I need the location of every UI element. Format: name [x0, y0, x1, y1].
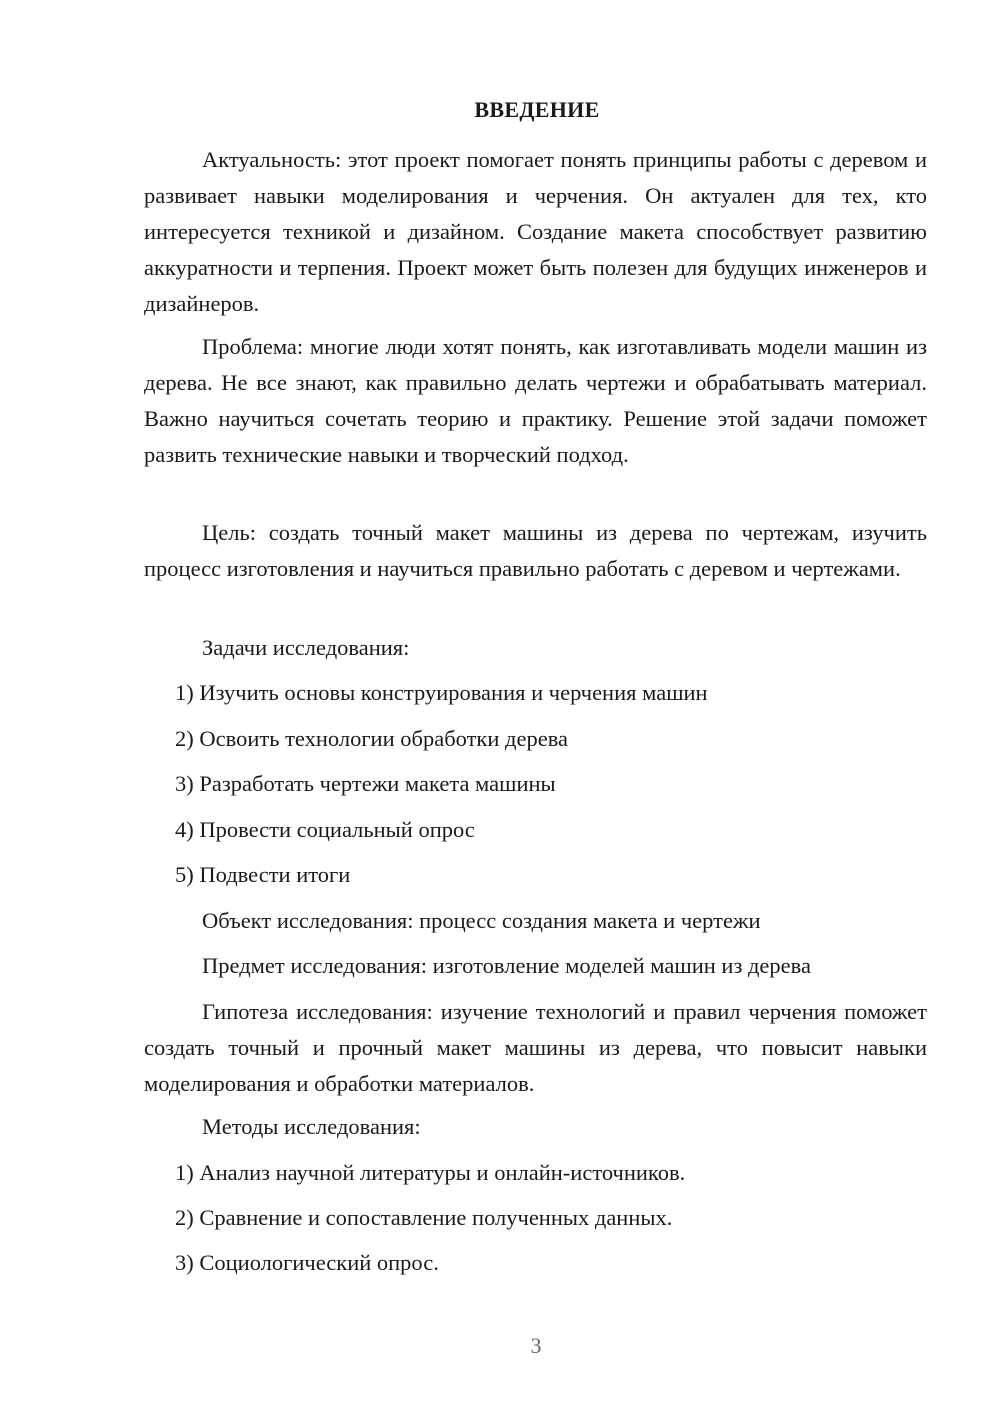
task-list-item: 5) Подвести итоги — [175, 862, 351, 887]
tasks-heading: Задачи исследования: — [202, 635, 410, 660]
task-list-item: 2) Освоить технологии обработки дерева — [175, 726, 569, 751]
method-list-item: 1) Анализ научной литературы и онлайн-источников. — [175, 1160, 686, 1185]
task-list-item: 4) Провести социальный опрос — [175, 817, 475, 842]
goal-paragraph: Цель: создать точный макет машины из дерева по чертежам, изучить процесс изготовления и научиться правильно работать с деревом и чертежами. — [144, 520, 927, 581]
method-list-item: 3) Социологический опрос. — [175, 1250, 439, 1275]
subject-paragraph: Предмет исследования: изготовление моделей машин из дерева — [202, 953, 811, 978]
object-paragraph: Объект исследования: процесс создания макета и чертежи — [202, 908, 761, 933]
task-list-item: 3) Разработать чертежи макета машины — [175, 771, 556, 796]
task-list-item: 1) Изучить основы конструирования и черчения машин — [175, 680, 708, 705]
page-number: 3 — [530, 1333, 542, 1358]
hypothesis-paragraph: Гипотеза исследования: изучение технологий и правил черчения поможет создать точный и прочный макет машины из дерева, что повысит навыки моделирования и обработки материалов. — [144, 999, 927, 1096]
relevance-paragraph: Актуальность: этот проект помогает понять принципы работы с деревом и развивает навыки моделирования и черчения. Он актуален для тех, кто интересуется техникой и дизайном. Создание макета способствует развитию аккуратности и терпения. Проект может быть полезен для будущих инженеров и дизайнеров. — [144, 147, 927, 316]
method-list-item: 2) Сравнение и сопоставление полученных данных. — [175, 1205, 673, 1230]
problem-paragraph: Проблема: многие люди хотят понять, как изготавливать модели машин из дерева. Не все знают, как правильно делать чертежи и обрабатывать материал. Важно научиться сочетать теорию и практику. Решение этой задачи поможет развить технические навыки и творческий подход. — [144, 334, 927, 467]
methods-heading: Методы исследования: — [202, 1114, 421, 1139]
page-title: ВВЕДЕНИЕ — [474, 97, 600, 122]
